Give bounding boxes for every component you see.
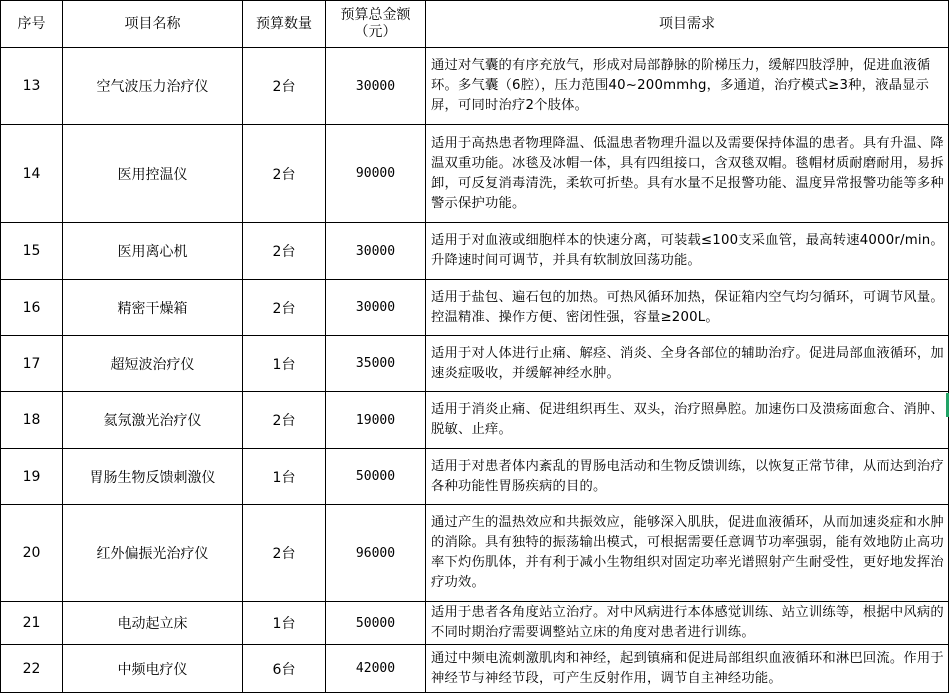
cell-qty[interactable]: 1台 <box>243 449 326 505</box>
cell-seq[interactable]: 14 <box>1 125 63 223</box>
cell-amount[interactable]: 30000 <box>326 48 426 125</box>
cell-name[interactable]: 精密干燥箱 <box>63 280 243 336</box>
req-text: 适用于对血液或细胞样本的快速分离，可装载≤100支采血管，最高转速4000r/min。升降速时间可调节，并具有软制放回荡功能。 <box>431 233 944 268</box>
cell-req[interactable] <box>426 280 949 336</box>
cell-name[interactable]: 医用离心机 <box>63 223 243 280</box>
req-text: 适用于盐包、遍石包的加热。可热风循环加热，保证箱内空气均匀循环，可调节风量。控温精准、操作方便、密闭性强，容量≥200L。 <box>431 289 944 325</box>
table-row <box>1 125 949 223</box>
cell-name[interactable]: 胃肠生物反馈刺激仪 <box>63 449 243 505</box>
cell-qty[interactable]: 2台 <box>243 505 326 602</box>
header-qty[interactable]: 预算数量 <box>243 1 326 48</box>
cell-qty[interactable]: 1台 <box>243 602 326 645</box>
cell-amount[interactable]: 30000 <box>326 223 426 280</box>
req-text: 适用于高热患者物理降温、低温患者物理升温以及需要保持体温的患者。具有升温、降温双重功能。冰毯及冰帽一体，具有四组接口，含双毯双帽。毯帽材质耐磨耐用，易拆卸，可反复消毒清洗，柔软可折垫。具有水量不足报警功能、温度异常报警功能等多种警示保护功能。 <box>431 135 944 211</box>
cell-amount[interactable]: 35000 <box>326 336 426 392</box>
cell-req[interactable] <box>426 602 949 645</box>
cell-req[interactable] <box>426 449 949 505</box>
header-seq[interactable]: 序号 <box>1 1 63 48</box>
cell-req[interactable] <box>426 223 949 280</box>
table-row <box>1 449 949 505</box>
cell-seq[interactable]: 13 <box>1 48 63 125</box>
req-text: 适用于患者各角度站立治疗。对中风病进行本体感觉训练、站立训练等，根据中风病的不同时期治疗需要调整站立床的角度对患者进行训练。 <box>431 605 944 640</box>
cell-req[interactable] <box>426 48 949 125</box>
cell-name[interactable]: 电动起立床 <box>63 602 243 645</box>
cell-amount[interactable]: 50000 <box>326 449 426 505</box>
cell-name[interactable]: 中频电疗仪 <box>63 645 243 693</box>
cell-qty[interactable]: 2台 <box>243 223 326 280</box>
req-text: 适用于对人体进行止痛、解痉、消炎、全身各部位的辅助治疗。促进局部血液循环，加速炎症吸收，并缓解神经水肿。 <box>431 345 944 381</box>
cell-name[interactable]: 氦氖激光治疗仪 <box>63 392 243 449</box>
req-text: 通过产生的温热效应和共振效应，能够深入肌肤，促进血液循环，从而加速炎症和水肿的消除。具有独特的振荡输出模式，可根据需要任意调节功率强弱，能有效地防止高功率下灼伤肌体，并有利于减小生物组织对固定功率光谱照射产生耐受性，更好地发挥治疗功效。 <box>431 515 944 590</box>
cell-seq[interactable]: 20 <box>1 505 63 602</box>
table-row <box>1 392 949 449</box>
cell-amount[interactable]: 96000 <box>326 505 426 602</box>
cell-qty[interactable]: 2台 <box>243 392 326 449</box>
cell-name[interactable]: 医用控温仪 <box>63 125 243 223</box>
cell-qty[interactable]: 1台 <box>243 336 326 392</box>
table-row <box>1 280 949 336</box>
cell-req[interactable] <box>426 505 949 602</box>
cell-seq[interactable]: 16 <box>1 280 63 336</box>
cell-req[interactable] <box>426 645 949 693</box>
cell-qty[interactable]: 2台 <box>243 48 326 125</box>
table-row <box>1 48 949 125</box>
cell-seq[interactable]: 19 <box>1 449 63 505</box>
cell-amount[interactable]: 42000 <box>326 645 426 693</box>
active-cell-indicator <box>946 393 949 417</box>
cell-seq[interactable]: 17 <box>1 336 63 392</box>
cell-req[interactable] <box>426 392 949 449</box>
req-text: 适用于对患者体内紊乱的胃肠电活动和生物反馈训练，以恢复正常节律，从而达到治疗各种功能性胃肠疾病的目的。 <box>431 458 944 494</box>
header-name[interactable]: 项目名称 <box>63 1 243 48</box>
header-row <box>1 1 949 48</box>
header-amount[interactable]: 预算总金额（元） <box>326 1 426 48</box>
table-row <box>1 336 949 392</box>
table-row <box>1 223 949 280</box>
cell-amount[interactable]: 90000 <box>326 125 426 223</box>
cell-seq[interactable]: 21 <box>1 602 63 645</box>
req-text: 适用于消炎止痛、促进组织再生、双头，治疗照鼻腔。加速伤口及溃疡面愈合、消肿、脱敏、止痒。 <box>431 402 944 437</box>
cell-name[interactable]: 超短波治疗仪 <box>63 336 243 392</box>
cell-seq[interactable]: 22 <box>1 645 63 693</box>
table-row <box>1 505 949 602</box>
cell-seq[interactable]: 18 <box>1 392 63 449</box>
table-row <box>1 645 949 693</box>
table-row <box>1 602 949 645</box>
req-text: 通过对气囊的有序充放气，形成对局部静脉的阶梯压力，缓解四肢浮肿，促进血液循环。多气囊（6腔），压力范围40~200mmhg，多通道，治疗模式≥3种，液晶显示屏，可同时治疗2个肢体。 <box>431 58 931 113</box>
cell-amount[interactable]: 30000 <box>326 280 426 336</box>
cell-qty[interactable]: 2台 <box>243 125 326 223</box>
cell-amount[interactable]: 50000 <box>326 602 426 645</box>
req-text: 通过中频电流刺激肌肉和神经，起到镇痛和促进局部组织血液循环和淋巴回流。作用于神经节与神经节段，可产生反射作用，调节自主神经功能。 <box>431 650 944 686</box>
cell-seq[interactable]: 15 <box>1 223 63 280</box>
cell-name[interactable]: 红外偏振光治疗仪 <box>63 505 243 602</box>
header-req[interactable]: 项目需求 <box>426 1 949 48</box>
cell-amount[interactable]: 19000 <box>326 392 426 449</box>
cell-req[interactable] <box>426 125 949 223</box>
cell-req[interactable] <box>426 336 949 392</box>
cell-qty[interactable]: 6台 <box>243 645 326 693</box>
cell-qty[interactable]: 2台 <box>243 280 326 336</box>
cell-name[interactable]: 空气波压力治疗仪 <box>63 48 243 125</box>
